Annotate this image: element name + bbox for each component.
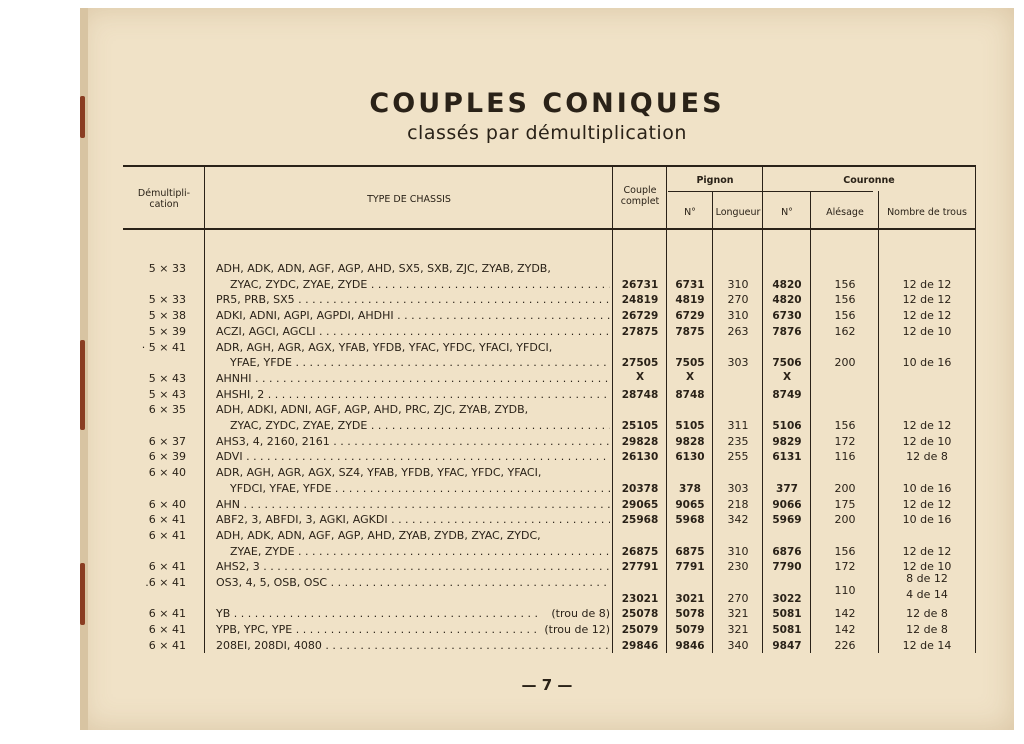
pignon-no-cell: 9846: [675, 639, 705, 652]
demul-cell: 5 × 38: [148, 309, 186, 323]
chassis-cell: ABF2, 3, ABFDI, 3, AGKI, AGKDI . . .: [216, 513, 610, 527]
binding-thread: [80, 563, 85, 625]
page-title: COUPLES CONIQUES: [369, 88, 725, 119]
alesage-cell: 200: [834, 356, 856, 370]
pignon-length-cell: 230: [727, 560, 749, 574]
rule-after-pignon-no: [712, 191, 713, 653]
couple-cell: 29828: [621, 435, 659, 448]
pignon-length-cell: 310: [727, 544, 749, 558]
trous-cell: 12 de 12: [902, 497, 952, 511]
chassis-cell: AHS2, 3 . . .: [216, 560, 610, 574]
couronne-no-cell: 5081: [772, 608, 802, 621]
chassis-cell: ACZI, AGCI, AGCLI . . .: [216, 325, 610, 339]
pignon-length-cell: 303: [727, 356, 749, 370]
trous-cell: 12 de 8: [906, 450, 948, 464]
pignon-length-cell: 235: [727, 434, 749, 448]
alesage-cell: 156: [834, 293, 856, 307]
chassis-cell: YPB, YPC, YPE . . .: [216, 623, 540, 637]
demul-cell: · 5 × 41: [141, 340, 186, 354]
trous-cell: 12 de 12: [902, 544, 952, 558]
pignon-length-cell: 218: [727, 497, 749, 511]
trous-cell: 8 de 12: [906, 572, 948, 586]
chassis-note: (trou de 8): [551, 607, 610, 621]
trous-cell: 12 de 12: [902, 419, 952, 432]
trous-cell: 10 de 16: [902, 356, 952, 370]
trous-cell: 12 de 8: [906, 623, 948, 637]
couple-cell: 24819: [621, 294, 659, 307]
demul-cell: 6 × 40: [148, 497, 186, 511]
pignon-no-cell: 6729: [675, 310, 705, 323]
pignon-length-cell: 310: [727, 277, 749, 291]
alesage-cell: 156: [834, 309, 856, 323]
pignon-length-cell: 270: [727, 293, 749, 307]
demul-cell: 6 × 40: [148, 466, 186, 480]
couronne-no-cell: 4820: [772, 294, 802, 307]
alesage-cell: 172: [834, 434, 856, 448]
rule-after-alesage: [878, 191, 879, 653]
pignon-no-cell: 4819: [675, 294, 705, 307]
page-subtitle: classés par démultiplication: [407, 122, 687, 144]
couple-cell: 25079: [621, 624, 659, 637]
header-couronne-no: N°: [781, 207, 793, 218]
couple-cell: 26130: [621, 451, 659, 464]
chassis-cell: YFDCI, YFAE, YFDE . . .: [230, 482, 610, 496]
pignon-length-cell: 340: [727, 638, 749, 652]
couple-cell: 27875: [621, 325, 659, 338]
couple-cell: 26731: [621, 278, 659, 291]
header-couronne: Couronne: [843, 175, 895, 186]
couple-cell: 27505: [621, 357, 659, 370]
chassis-cell: ADVI . . .: [216, 450, 610, 464]
header-chassis: TYPE DE CHASSIS: [367, 194, 451, 205]
pignon-length-cell: 270: [727, 591, 749, 605]
demul-cell: 5 × 33: [148, 293, 186, 307]
demul-cell: .6 × 41: [145, 576, 186, 589]
table-top-rule: [123, 165, 975, 167]
pignon-length-cell: 255: [727, 450, 749, 464]
couple-cell: 25968: [621, 514, 659, 527]
chassis-cell: ZYAC, ZYDC, ZYAE, ZYDE . . .: [230, 278, 610, 292]
demul-cell: 5 × 33: [148, 262, 186, 275]
alesage-cell: 200: [834, 481, 856, 495]
chassis-cell: ZYAC, ZYDC, ZYAE, ZYDE . . .: [230, 419, 610, 433]
chassis-cell: AHS3, 4, 2160, 2161 . . .: [216, 435, 610, 449]
rule-after-demul: [204, 165, 205, 653]
alesage-cell: 110: [834, 583, 856, 597]
demul-cell: 6 × 41: [148, 638, 186, 652]
book-page: [80, 8, 1014, 730]
pignon-no-cell: 7505: [675, 357, 705, 370]
header-pignon-len: Longueur: [715, 207, 761, 218]
chassis-cell: ADH, ADK, ADN, AGF, AGP, AHD, ZYAB, ZYDB, ZYAC, ZYDC,: [216, 528, 541, 542]
couple-cell: 25078: [621, 608, 659, 621]
couronne-no-cell: 6730: [772, 310, 802, 323]
chassis-cell: ADH, ADKI, ADNI, AGF, AGP, AHD, PRC, ZJC, ZYAB, ZYDB,: [216, 403, 529, 417]
pignon-no-cell: 6130: [675, 451, 705, 464]
pignon-no-cell: 9828: [675, 435, 705, 448]
chassis-cell: OS3, 4, 5, OSB, OSC . . .: [216, 576, 610, 590]
couronne-no-cell: 3022: [772, 592, 802, 605]
alesage-cell: 142: [834, 607, 856, 621]
couple-cell: X: [635, 370, 645, 383]
alesage-cell: 156: [834, 419, 856, 432]
couple-cell: 26729: [621, 310, 659, 323]
trous-cell: 12 de 12: [902, 309, 952, 323]
alesage-cell: 142: [834, 623, 856, 637]
couple-cell: 25105: [621, 420, 659, 432]
binding-thread: [80, 340, 85, 430]
alesage-cell: 162: [834, 324, 856, 338]
header-pignon-no: N°: [684, 207, 696, 218]
alesage-cell: 175: [834, 497, 856, 511]
demul-cell: 6 × 35: [148, 403, 186, 417]
couronne-no-cell: X: [782, 370, 792, 383]
header-pignon: Pignon: [696, 175, 734, 186]
couronne-no-cell: 5081: [772, 624, 802, 637]
couronne-no-cell: 9829: [772, 435, 802, 448]
header-bottom-rule: [123, 228, 975, 230]
chassis-cell: 208EI, 208DI, 4080 . . .: [216, 639, 610, 653]
pignon-length-cell: 310: [727, 309, 749, 323]
trous-cell: 10 de 16: [902, 513, 952, 527]
trous-cell: 12 de 8: [906, 607, 948, 621]
couronne-no-cell: 6131: [772, 451, 802, 464]
pignon-rule: [668, 191, 873, 192]
couronne-no-cell: 5969: [772, 514, 802, 527]
chassis-cell: YB . . .: [216, 607, 540, 621]
pignon-no-cell: 7875: [675, 325, 705, 338]
header-couple: Couple complet: [620, 185, 660, 207]
header-alesage: Alésage: [826, 207, 864, 218]
couronne-no-cell: 8749: [772, 388, 802, 401]
couronne-no-cell: 5106: [772, 420, 802, 432]
alesage-cell: 226: [834, 638, 856, 652]
chassis-cell: AHNHI . . .: [216, 372, 610, 386]
couple-cell: 27791: [621, 561, 659, 574]
couronne-no-cell: 6876: [772, 545, 802, 558]
pignon-no-cell: 5078: [675, 608, 705, 621]
chassis-cell: YFAE, YFDE . . .: [230, 356, 610, 370]
chassis-note: (trou de 12): [544, 623, 610, 637]
demul-cell: 6 × 41: [148, 513, 186, 527]
couronne-no-cell: 4820: [772, 278, 802, 291]
alesage-cell: 156: [834, 544, 856, 558]
pignon-no-cell: 3021: [675, 592, 705, 605]
trous-cell: 12 de 12: [902, 293, 952, 307]
trous-cell: 12 de 10: [902, 560, 952, 574]
couronne-no-cell: 7876: [772, 325, 802, 338]
alesage-cell: 156: [834, 277, 856, 291]
chassis-cell: AHSHI, 2 . . .: [216, 388, 610, 402]
pignon-length-cell: 321: [727, 623, 749, 637]
demul-cell: 6 × 41: [148, 607, 186, 621]
pignon-length-cell: 321: [727, 607, 749, 621]
couple-cell: 23021: [621, 592, 659, 605]
demul-cell: 6 × 41: [148, 560, 186, 574]
couple-cell: 26875: [621, 545, 659, 558]
page-number: — 7 —: [521, 676, 573, 694]
rule-after-pignon-len: [762, 165, 763, 653]
couple-cell: 28748: [621, 388, 659, 401]
pignon-length-cell: 311: [727, 419, 749, 432]
pignon-no-cell: 378: [679, 482, 701, 495]
demul-cell: 6 × 37: [148, 434, 186, 448]
couronne-no-cell: 9066: [772, 498, 802, 511]
couronne-no-cell: 377: [776, 482, 798, 495]
rule-after-chassis: [612, 165, 613, 653]
trous-cell: 10 de 16: [902, 481, 952, 495]
chassis-cell: ADH, ADK, ADN, AGF, AGP, AHD, SX5, SXB, ZJC, ZYAB, ZYDB,: [216, 262, 551, 275]
alesage-cell: 200: [834, 513, 856, 527]
rule-after-couple: [666, 165, 667, 653]
rule-table-right: [975, 165, 976, 653]
pignon-length-cell: 303: [727, 481, 749, 495]
pignon-no-cell: 6731: [675, 278, 705, 291]
couple-cell: 29846: [621, 639, 659, 652]
demul-cell: 5 × 39: [148, 324, 186, 338]
demul-cell: 5 × 43: [148, 371, 186, 385]
pignon-no-cell: 6875: [675, 545, 705, 558]
couronne-no-cell: 7790: [772, 561, 802, 574]
trous-cell: 12 de 12: [902, 277, 952, 291]
alesage-cell: 172: [834, 560, 856, 574]
demul-cell: 6 × 41: [148, 623, 186, 637]
header-trous: Nombre de trous: [887, 207, 967, 218]
trous-cell: 12 de 10: [902, 434, 952, 448]
pignon-length-cell: 263: [727, 324, 749, 338]
header-demul: Démultipli- cation: [137, 188, 191, 210]
chassis-cell: ZYAE, ZYDE . . .: [230, 545, 610, 559]
chassis-cell: ADR, AGH, AGR, AGX, SZ4, YFAB, YFDB, YFAC, YFDC, YFACI,: [216, 466, 542, 480]
demul-cell: 6 × 39: [148, 450, 186, 464]
pignon-no-cell: 5105: [675, 420, 705, 432]
couple-cell: 29065: [621, 498, 659, 511]
alesage-cell: 116: [834, 450, 856, 464]
chassis-cell: ADR, AGH, AGR, AGX, YFAB, YFDB, YFAC, YFDC, YFACI, YFDCI,: [216, 340, 553, 354]
trous-cell: 12 de 10: [902, 324, 952, 338]
couronne-no-cell: 7506: [772, 357, 802, 370]
pignon-no-cell: 5968: [675, 514, 705, 527]
couronne-no-cell: 9847: [772, 639, 802, 652]
chassis-cell: ADKI, ADNI, AGPI, AGPDI, AHDHI . . .: [216, 309, 610, 323]
pignon-length-cell: 342: [727, 513, 749, 527]
demul-cell: 6 × 41: [148, 528, 186, 542]
pignon-no-cell: 8748: [675, 388, 705, 401]
pignon-no-cell: 7791: [675, 561, 705, 574]
demul-cell: 5 × 43: [148, 387, 186, 401]
chassis-cell: PR5, PRB, SX5 . . .: [216, 293, 610, 307]
pignon-no-cell: 9065: [675, 498, 705, 511]
rule-after-couronne-no: [810, 191, 811, 653]
trous-cell: 4 de 14: [906, 587, 948, 601]
pignon-no-cell: 5079: [675, 624, 705, 637]
trous-cell: 12 de 14: [902, 638, 952, 652]
pignon-no-cell: X: [685, 370, 695, 383]
chassis-cell: AHN . . .: [216, 498, 610, 512]
couple-cell: 20378: [621, 482, 659, 495]
